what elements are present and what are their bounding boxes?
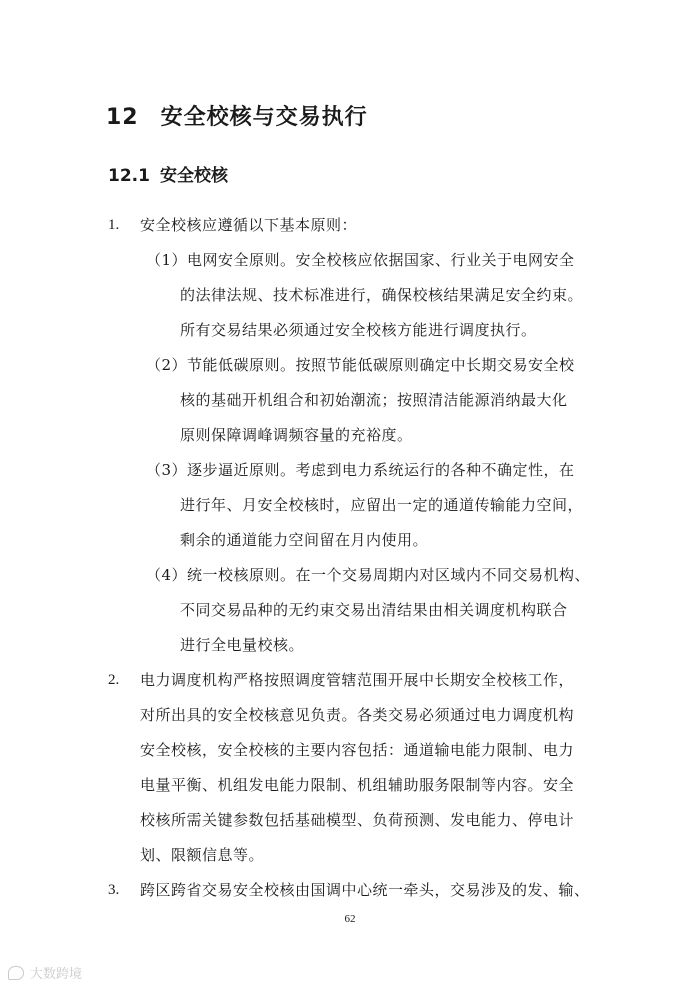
- body-line: 进行全电量校核。: [180, 636, 305, 654]
- body-line: （2）节能低碳原则。按照节能低碳原则确定中长期交易安全校: [146, 356, 575, 374]
- body-line: 电量平衡、机组发电能力限制、机组辅助服务限制等内容。安全: [140, 776, 575, 794]
- body-line: 校核所需关键参数包括基础模型、负荷预测、发电能力、停电计: [140, 811, 575, 829]
- body-line: 的法律法规、技术标准进行，确保校核结果满足安全约束。: [180, 286, 584, 304]
- watermark-text: 大数跨境: [30, 967, 83, 982]
- speech-bubble-icon: [8, 966, 24, 980]
- list-marker-3: 3.: [108, 882, 120, 898]
- body-line: 剩余的通道能力空间留在月内使用。: [180, 531, 429, 549]
- body-line: 安全校核应遵循以下基本原则：: [140, 216, 358, 234]
- body-line: （4）统一校核原则。在一个交易周期内对区域内不同交易机构、: [146, 566, 591, 584]
- body-line: 核的基础开机组合和初始潮流；按照清洁能源消纳最大化: [180, 391, 568, 409]
- body-line: 进行年、月安全校核时，应留出一定的通道传输能力空间，: [180, 496, 584, 514]
- chapter-title-text: 安全校核与交易执行: [160, 105, 368, 130]
- watermark: [8, 963, 82, 982]
- body-line: 安全校核，安全校核的主要内容包括：通道输电能力限制、电力: [140, 741, 575, 759]
- section-number: 12.1: [108, 166, 150, 186]
- body-line: 电力调度机构严格按照调度管辖范围开展中长期安全校核工作，: [140, 671, 575, 689]
- page-number: 62: [344, 913, 356, 925]
- list-marker-2: 2.: [108, 672, 120, 688]
- section-title-text: 安全校核: [159, 166, 228, 186]
- body-line: 对所出具的安全校核意见负责。各类交易必须通过电力调度机构: [140, 706, 575, 724]
- body-line: 所有交易结果必须通过安全校核方能进行调度执行。: [180, 321, 537, 339]
- body-line: 原则保障调峰调频容量的充裕度。: [180, 426, 413, 444]
- chapter-number: 12: [106, 105, 139, 130]
- body-line: （3）逐步逼近原则。考虑到电力系统运行的各种不确定性，在: [146, 461, 575, 479]
- body-line: （1）电网安全原则。安全校核应依据国家、行业关于电网安全: [146, 251, 575, 269]
- body-line: 不同交易品种的无约束交易出清结果由相关调度机构联合: [180, 601, 568, 619]
- body-line: 划、限额信息等。: [140, 846, 265, 864]
- body-line: 跨区跨省交易安全校核由国调中心统一牵头，交易涉及的发、输、: [140, 881, 590, 899]
- section-title: [108, 161, 228, 186]
- chapter-title: [106, 100, 368, 131]
- list-marker-1: 1.: [108, 217, 120, 233]
